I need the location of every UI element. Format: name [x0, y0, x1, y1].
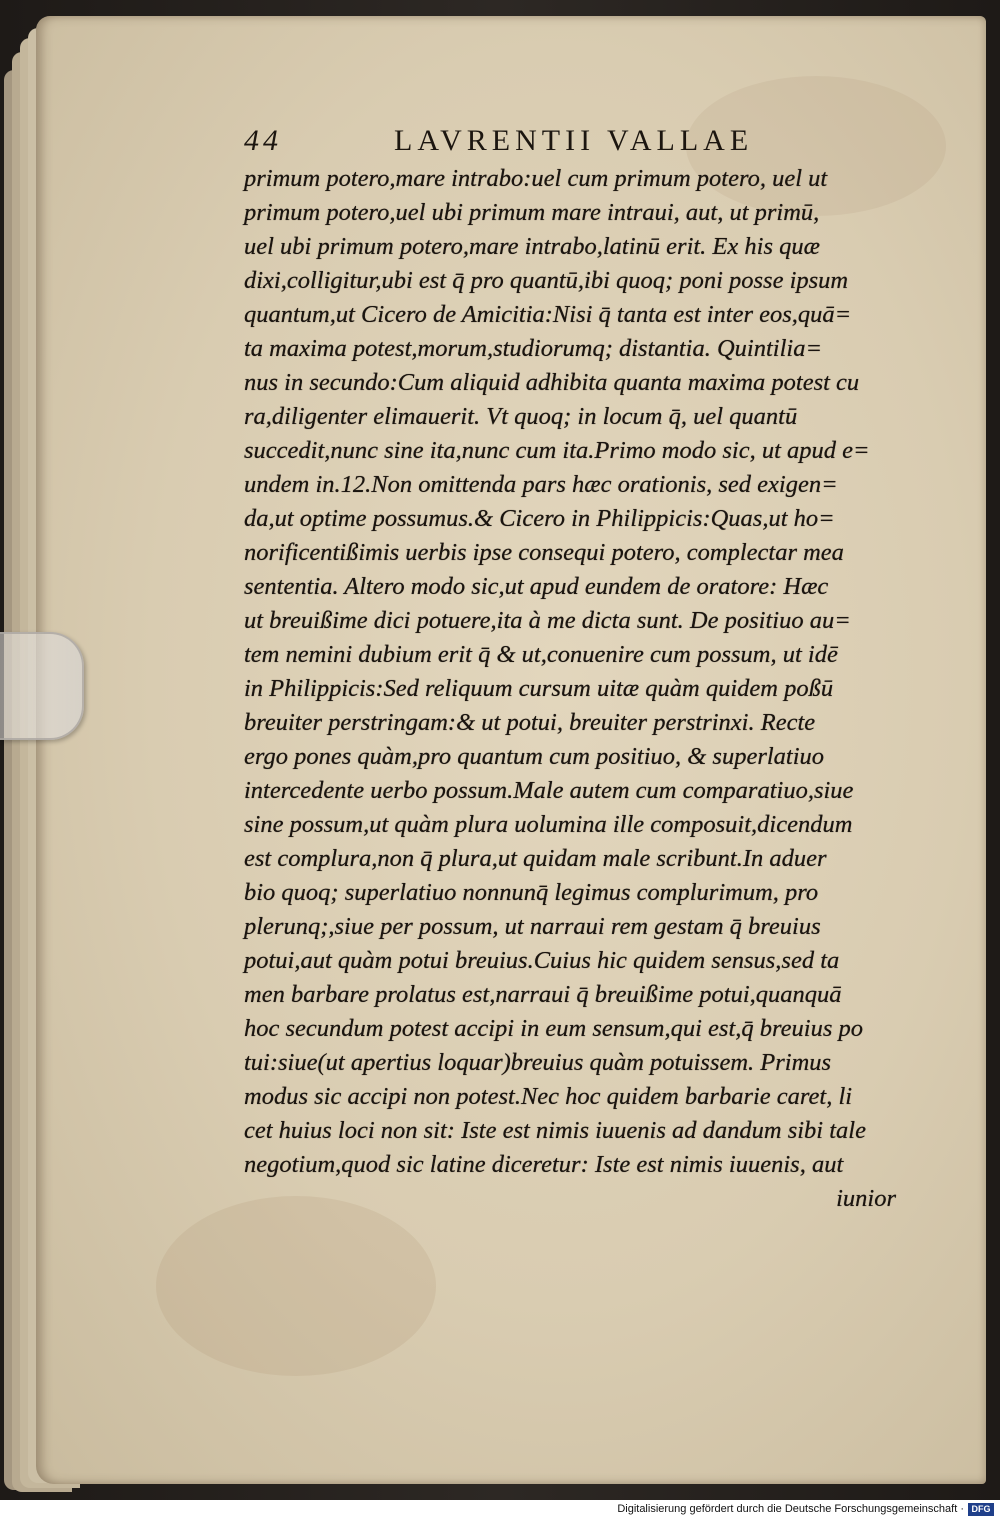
- text-line: ergo pones quàm,pro quantum cum positiuo, & superlatiuo: [244, 743, 825, 770]
- text-line: nus in secundo:Cum aliquid adhibita quanta maxima potest cu: [244, 369, 860, 396]
- text-line: intercedente uerbo possum.Male autem cum comparatiuo,siue: [244, 777, 854, 804]
- text-line: modus sic accipi non potest.Nec hoc quidem barbarie caret, li: [244, 1083, 853, 1110]
- page-clip: [0, 632, 84, 740]
- text-line: in Philippicis:Sed reliquum cursum uitæ quàm quidem poßū: [244, 675, 834, 702]
- text-line: primum potero,mare intrabo:uel cum primum potero, uel ut: [244, 165, 828, 192]
- text-line: uel ubi primum potero,mare intrabo,latinū erit. Ex his quæ: [244, 233, 820, 260]
- text-line: bio quoq; superlatiuo nonnunq̄ legimus complurimum, pro: [244, 879, 819, 906]
- text-line: ta maxima potest,morum,studiorumq; distantia. Quintilia=: [244, 335, 822, 362]
- text-line: undem in.12.Non omittenda pars hæc orationis, sed exigen=: [244, 471, 838, 498]
- running-title: LAVRENTII VALLAE: [394, 124, 754, 157]
- text-line: men barbare prolatus est,narraui q̄ breuißime potui,quanquā: [244, 981, 842, 1008]
- text-line: plerunq;,siue per possum, ut narraui rem gestam q̄ breuius: [244, 913, 821, 940]
- text-line: tui:siue(ut apertius loquar)breuius quàm potuissem. Primus: [244, 1049, 832, 1076]
- text-line: dixi,colligitur,ubi est q̄ pro quantū,ibi quoq; poni posse ipsum: [244, 267, 849, 294]
- dfg-logo: DFG: [968, 1503, 994, 1516]
- page-number: 44: [244, 124, 282, 157]
- text-line: est complura,non q̄ plura,ut quidam male scribunt.In aduer: [244, 845, 827, 872]
- text-line: potui,aut quàm potui breuius.Cuius hic quidem sensus,sed ta: [244, 947, 840, 974]
- text-line: cet huius loci non sit: Iste est nimis iuuenis ad dandum sibi tale: [244, 1117, 866, 1144]
- funding-credit: Digitalisierung gefördert durch die Deutsche Forschungsgemeinschaft ·: [617, 1503, 964, 1515]
- text-line: tem nemini dubium erit q̄ & ut,conuenire cum possum, ut idē: [244, 641, 838, 668]
- text-line: ra,diligenter elimauerit. Vt quoq; in locum q̄, uel quantū: [244, 403, 798, 430]
- text-line: da,ut optime possumus.& Cicero in Philippicis:Quas,ut ho=: [244, 505, 835, 532]
- catchword: iunior: [836, 1185, 896, 1212]
- text-line: norificentißimis uerbis ipse consequi potero, complectar mea: [244, 539, 844, 566]
- body-text: [244, 162, 904, 1216]
- text-line: quantum,ut Cicero de Amicitia:Nisi q̄ tanta est inter eos,quā=: [244, 301, 852, 328]
- text-line: primum potero,uel ubi primum mare intraui, aut, ut primū,: [244, 199, 820, 226]
- paper-stain: [156, 1196, 436, 1376]
- text-line: sine possum,ut quàm plura uolumina ille composuit,dicendum: [244, 811, 853, 838]
- text-line: hoc secundum potest accipi in eum sensum,qui est,q̄ breuius po: [244, 1015, 863, 1042]
- footer-bar: [0, 1500, 1000, 1520]
- page-header: [244, 124, 884, 164]
- text-line: succedit,nunc sine ita,nunc cum ita.Primo modo sic, ut apud e=: [244, 437, 870, 464]
- text-line: breuiter perstringam:& ut potui, breuiter perstrinxi. Recte: [244, 709, 816, 736]
- text-line: sententia. Altero modo sic,ut apud eundem de oratore: Hæc: [244, 573, 829, 600]
- text-line: ut breuißime dici potuere,ita à me dicta sunt. De positiuo au=: [244, 607, 851, 634]
- text-line: negotium,quod sic latine diceretur: Iste est nimis iuuenis, aut: [244, 1151, 844, 1178]
